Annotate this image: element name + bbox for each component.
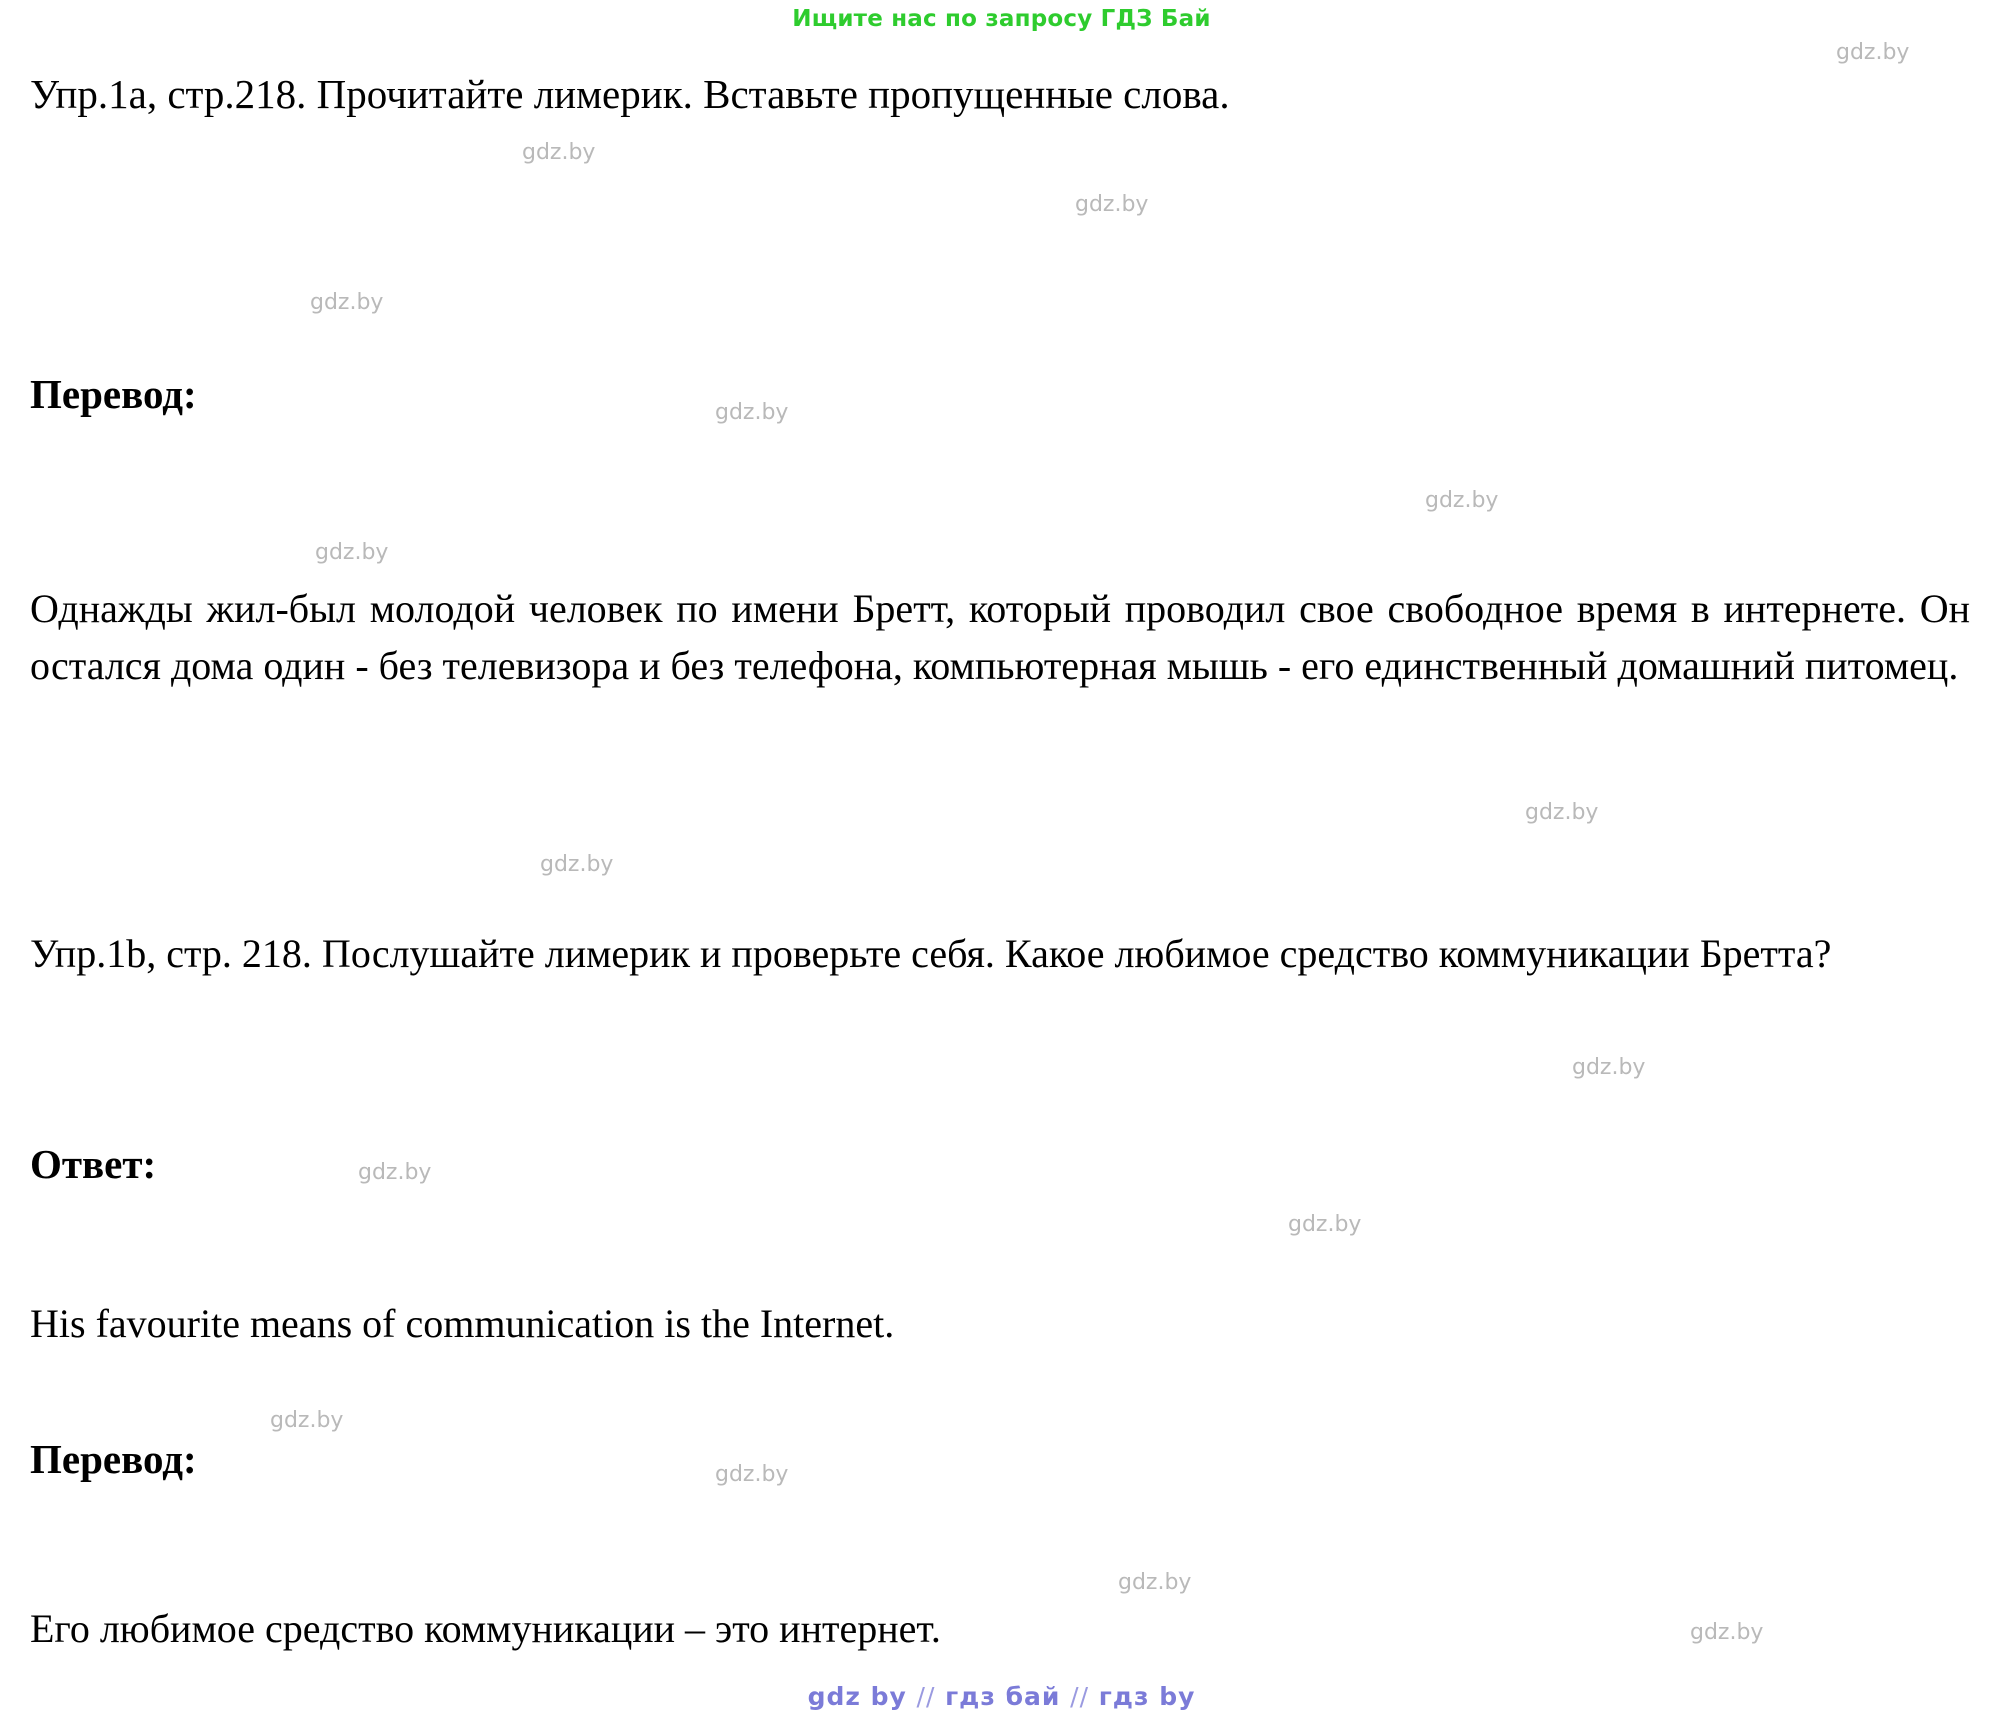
bottom-banner-part-3: гдз by (1098, 1682, 1196, 1711)
top-promo-banner: Ищите нас по запросу ГДЗ Бай (792, 6, 1211, 32)
bottom-promo-banner (0, 1682, 2003, 1711)
watermark: gdz.by (540, 852, 614, 877)
watermark: gdz.by (1690, 1620, 1764, 1645)
translation-text-2: Его любимое средство коммуникации – это интернет. (30, 1606, 941, 1651)
task-1b-heading: Упр.1b, стр. 218. Послушайте лимерик и проверьте себя. Какое любимое средство коммуникации Бретта? (30, 931, 1832, 976)
watermark: gdz.by (1118, 1570, 1192, 1595)
bottom-banner-part-1: gdz by (807, 1682, 907, 1711)
translation-label-2: Перевод: (30, 1436, 197, 1482)
bottom-banner-sep-2: // (1070, 1682, 1090, 1711)
watermark: gdz.by (522, 140, 596, 165)
watermark: gdz.by (1572, 1055, 1646, 1080)
answer-label: Ответ: (30, 1141, 157, 1187)
watermark: gdz.by (1075, 192, 1149, 217)
task-1a-heading: Упр.1a, стр.218. Прочитайте лимерик. Вставьте пропущенные слова. (30, 71, 1230, 117)
watermark: gdz.by (310, 290, 384, 315)
watermark: gdz.by (315, 540, 389, 565)
watermark: gdz.by (358, 1160, 432, 1185)
bottom-banner-sep-1: // (916, 1682, 936, 1711)
watermark: gdz.by (1425, 488, 1499, 513)
watermark: gdz.by (270, 1408, 344, 1433)
watermark: gdz.by (1525, 800, 1599, 825)
translation-text-1: Однажды жил-был молодой человек по имени Бретт, который проводил свое свободное время в интернете. Он остался дома один - без телевизора и без телефона, компьютерная мышь - его единственный домашний питомец. (30, 586, 1970, 688)
watermark: gdz.by (1288, 1212, 1362, 1237)
answer-text: His favourite means of communication is the Internet. (30, 1301, 895, 1346)
watermark: gdz.by (1836, 40, 1910, 65)
translation-label-1: Перевод: (30, 371, 197, 417)
watermark: gdz.by (715, 1462, 789, 1487)
watermark: gdz.by (715, 400, 789, 425)
bottom-banner-part-2: гдз бай (945, 1682, 1061, 1711)
